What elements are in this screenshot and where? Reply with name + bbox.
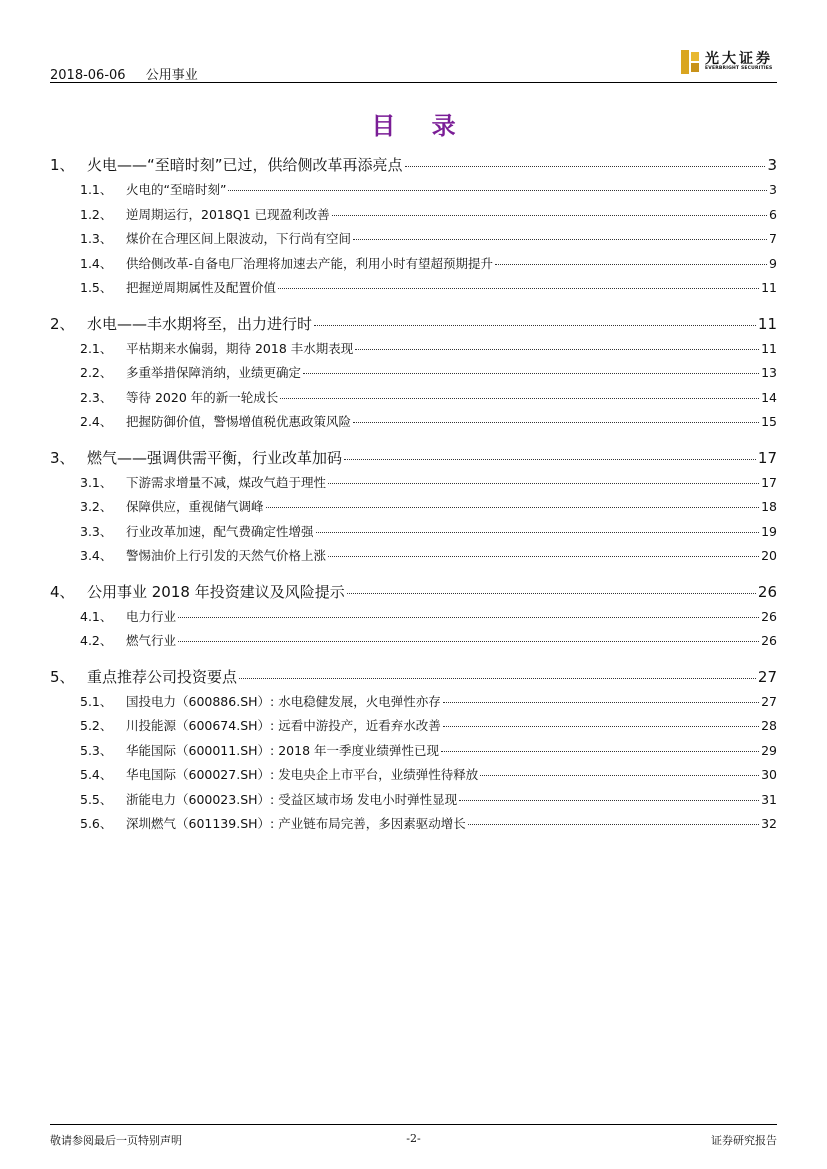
toc-subsection-link[interactable] — [50, 254, 777, 272]
toc-leader-dots — [280, 398, 759, 399]
header-text — [50, 64, 198, 83]
toc-page-number: 26 — [761, 633, 777, 648]
footer-rule — [50, 1124, 777, 1125]
toc-page-number: 28 — [761, 718, 777, 733]
toc-leader-dots — [441, 751, 759, 752]
toc-subsection-link[interactable] — [50, 473, 777, 491]
toc-number: 3、 — [50, 448, 75, 467]
toc-page-number: 30 — [761, 767, 777, 782]
toc-number: 5.5、 — [80, 791, 113, 807]
toc-subsection-link[interactable] — [50, 765, 777, 783]
toc-title: 下游需求增量不减，煤改气趋于理性 — [126, 474, 327, 490]
toc-subsection-link[interactable] — [50, 741, 777, 759]
logo-mark-icon — [681, 50, 699, 74]
toc-section-link[interactable] — [50, 581, 777, 602]
toc-title: 电力行业 — [126, 608, 177, 624]
toc-leader-dots — [228, 190, 767, 191]
toc-number: 1、 — [50, 156, 75, 174]
toc-title: 逆周期运行，2018Q1 已现盈利改善 — [126, 206, 330, 222]
toc-number: 2.4、 — [80, 414, 113, 429]
toc-leader-dots — [239, 678, 756, 679]
toc-page-number: 17 — [761, 474, 777, 490]
toc-page-number: 31 — [761, 791, 777, 807]
toc-page-number: 17 — [757, 448, 777, 467]
toc-page-number: 18 — [761, 499, 777, 514]
toc-number: 3.4、 — [80, 548, 113, 563]
toc-section-link[interactable] — [50, 666, 777, 687]
toc-number: 5.6、 — [80, 816, 113, 831]
toc-leader-dots — [355, 349, 759, 350]
report-sector: 公用事业 — [145, 68, 198, 83]
page-number: -2- — [406, 1132, 421, 1145]
toc-page-number: 7 — [769, 231, 777, 246]
company-logo — [681, 48, 777, 78]
report-date: 2018-06-06 — [50, 68, 126, 83]
toc-number: 4、 — [50, 582, 75, 601]
toc-subsection-link[interactable] — [50, 205, 777, 223]
toc-number: 1.2、 — [80, 206, 113, 222]
toc-subsection-link[interactable] — [50, 546, 777, 564]
toc-title: 行业改革加速，配气费确定性增强 — [126, 523, 314, 539]
toc-page-number: 6 — [769, 206, 777, 222]
toc-section-link[interactable] — [50, 154, 777, 175]
toc-title: 燃气行业 — [126, 633, 177, 648]
toc-leader-dots — [353, 239, 767, 240]
toc-page-number: 27 — [761, 693, 777, 709]
toc-number: 5.1、 — [80, 693, 113, 709]
toc-page-number: 29 — [761, 742, 777, 758]
toc-subsection-link[interactable] — [50, 631, 777, 649]
header-rule — [50, 82, 777, 83]
toc-title: 燃气——强调供需平衡，行业改革加码 — [87, 448, 343, 467]
footer-disclaimer: 敬请参阅最后一页特别声明 — [50, 1134, 182, 1147]
toc-page-number: 3 — [767, 156, 777, 174]
toc-page-number: 3 — [769, 182, 777, 197]
toc-page-number: 9 — [769, 255, 777, 271]
toc-leader-dots — [443, 726, 759, 727]
toc-subsection-link[interactable] — [50, 229, 777, 247]
toc-leader-dots — [303, 373, 759, 374]
toc-subsection-link[interactable] — [50, 692, 777, 710]
toc-subsection-link[interactable] — [50, 180, 777, 198]
toc-page-number: 19 — [761, 523, 777, 539]
toc-page-number: 14 — [761, 389, 777, 405]
toc-leader-dots — [328, 483, 759, 484]
footer-doc-type: 证券研究报告 — [711, 1134, 777, 1147]
logo-text-en: EVERBRIGHT SECURITIES — [705, 66, 773, 71]
toc-leader-dots — [314, 325, 756, 326]
page-header — [50, 48, 777, 82]
toc-number: 4.2、 — [80, 633, 113, 648]
toc-leader-dots — [178, 641, 759, 642]
toc-number: 5.4、 — [80, 767, 113, 782]
toc-title: 公用事业 2018 年投资建议及风险提示 — [87, 582, 345, 601]
toc-title: 火电的“至暗时刻” — [126, 182, 227, 197]
page-footer — [50, 1132, 777, 1148]
toc-subsection-link[interactable] — [50, 278, 777, 296]
toc-number: 2.3、 — [80, 389, 113, 405]
toc-page-number: 13 — [761, 365, 777, 380]
toc-title: 平枯期来水偏弱，期待 2018 丰水期表现 — [126, 340, 354, 356]
toc-number: 2.1、 — [80, 340, 113, 356]
toc-subsection-link[interactable] — [50, 339, 777, 357]
toc-leader-dots — [178, 617, 759, 618]
toc-title: 国投电力（600886.SH）: 水电稳健发展，火电弹性亦存 — [126, 693, 441, 709]
toc-title: 深圳燃气（601139.SH）: 产业链布局完善，多因素驱动增长 — [126, 816, 466, 831]
toc-page-number: 27 — [757, 667, 777, 686]
toc-leader-dots — [495, 264, 767, 265]
toc-subsection-link[interactable] — [50, 497, 777, 515]
toc-leader-dots — [459, 800, 759, 801]
toc-leader-dots — [405, 166, 766, 167]
toc-number: 3.3、 — [80, 523, 113, 539]
toc-title: 水电——丰水期将至，出力进行时 — [87, 314, 313, 333]
toc-page-number: 11 — [757, 314, 777, 333]
toc-section-link[interactable] — [50, 313, 777, 334]
toc-subsection-link[interactable] — [50, 363, 777, 381]
toc-number: 5.3、 — [80, 742, 113, 758]
toc-leader-dots — [316, 532, 760, 533]
toc-leader-dots — [443, 702, 759, 703]
toc-number: 1.5、 — [80, 280, 113, 295]
toc-number: 4.1、 — [80, 608, 113, 624]
toc-number: 3.2、 — [80, 499, 113, 514]
toc-page-number: 20 — [761, 548, 777, 563]
toc-title: 保障供应，重视储气调峰 — [126, 499, 264, 514]
toc-subsection-link[interactable] — [50, 814, 777, 832]
toc-title: 多重举措保障消纳，业绩更确定 — [126, 365, 302, 380]
toc-subsection-link[interactable] — [50, 412, 777, 430]
toc-title: 浙能电力（600023.SH）: 受益区域市场 发电小时弹性显现 — [126, 791, 458, 807]
toc-title: 重点推荐公司投资要点 — [87, 667, 238, 686]
toc-title: 把握防御价值，警惕增值税优惠政策风险 — [126, 414, 352, 429]
toc-number: 5、 — [50, 667, 75, 686]
toc-title: 煤价在合理区间上限波动，下行尚有空间 — [126, 231, 352, 246]
toc-subsection-link[interactable] — [50, 522, 777, 540]
toc-leader-dots — [278, 288, 759, 289]
toc-subsection-link[interactable] — [50, 607, 777, 625]
logo-text-cn: 光大证券 — [705, 51, 773, 67]
toc-leader-dots — [266, 507, 760, 508]
toc-page-number: 15 — [761, 414, 777, 429]
toc-leader-dots — [468, 824, 759, 825]
toc-leader-dots — [347, 593, 756, 594]
toc-leader-dots — [332, 215, 767, 216]
toc-page-number: 11 — [761, 280, 777, 295]
toc-subsection-link[interactable] — [50, 790, 777, 808]
toc-leader-dots — [328, 556, 759, 557]
toc-page-number: 26 — [761, 608, 777, 624]
toc-leader-dots — [353, 422, 759, 423]
toc-leader-dots — [344, 459, 756, 460]
toc-title: 华电国际（600027.SH）: 发电央企上市平台，业绩弹性待释放 — [126, 767, 479, 782]
toc-page-number: 32 — [761, 816, 777, 831]
toc-subsection-link[interactable] — [50, 388, 777, 406]
toc-title: 供给侧改革-自备电厂治理将加速去产能，利用小时有望超预期提升 — [126, 255, 494, 271]
toc-number: 1.3、 — [80, 231, 113, 246]
toc-title: 川投能源（600674.SH）: 远看中游投产，近看弃水改善 — [126, 718, 441, 733]
toc-number: 5.2、 — [80, 718, 113, 733]
toc-title: 把握逆周期属性及配置价值 — [126, 280, 277, 295]
toc-title: 警惕油价上行引发的天然气价格上涨 — [126, 548, 327, 563]
toc-leader-dots — [480, 775, 759, 776]
toc-number: 3.1、 — [80, 474, 113, 490]
toc-number: 1.1、 — [80, 182, 113, 197]
page-title: 目 录 — [371, 111, 470, 140]
toc-title: 等待 2020 年的新一轮成长 — [126, 389, 279, 405]
toc-subsection-link[interactable] — [50, 716, 777, 734]
toc-page-number: 11 — [761, 340, 777, 356]
toc-title: 华能国际（600011.SH）: 2018 年一季度业绩弹性已现 — [126, 742, 439, 758]
toc-section-link[interactable] — [50, 447, 777, 468]
toc-number: 1.4、 — [80, 255, 113, 271]
toc-title: 火电——“至暗时刻”已过，供给侧改革再添亮点 — [87, 156, 403, 174]
toc-number: 2.2、 — [80, 365, 113, 380]
toc-page-number: 26 — [757, 582, 777, 601]
toc-number: 2、 — [50, 314, 75, 333]
